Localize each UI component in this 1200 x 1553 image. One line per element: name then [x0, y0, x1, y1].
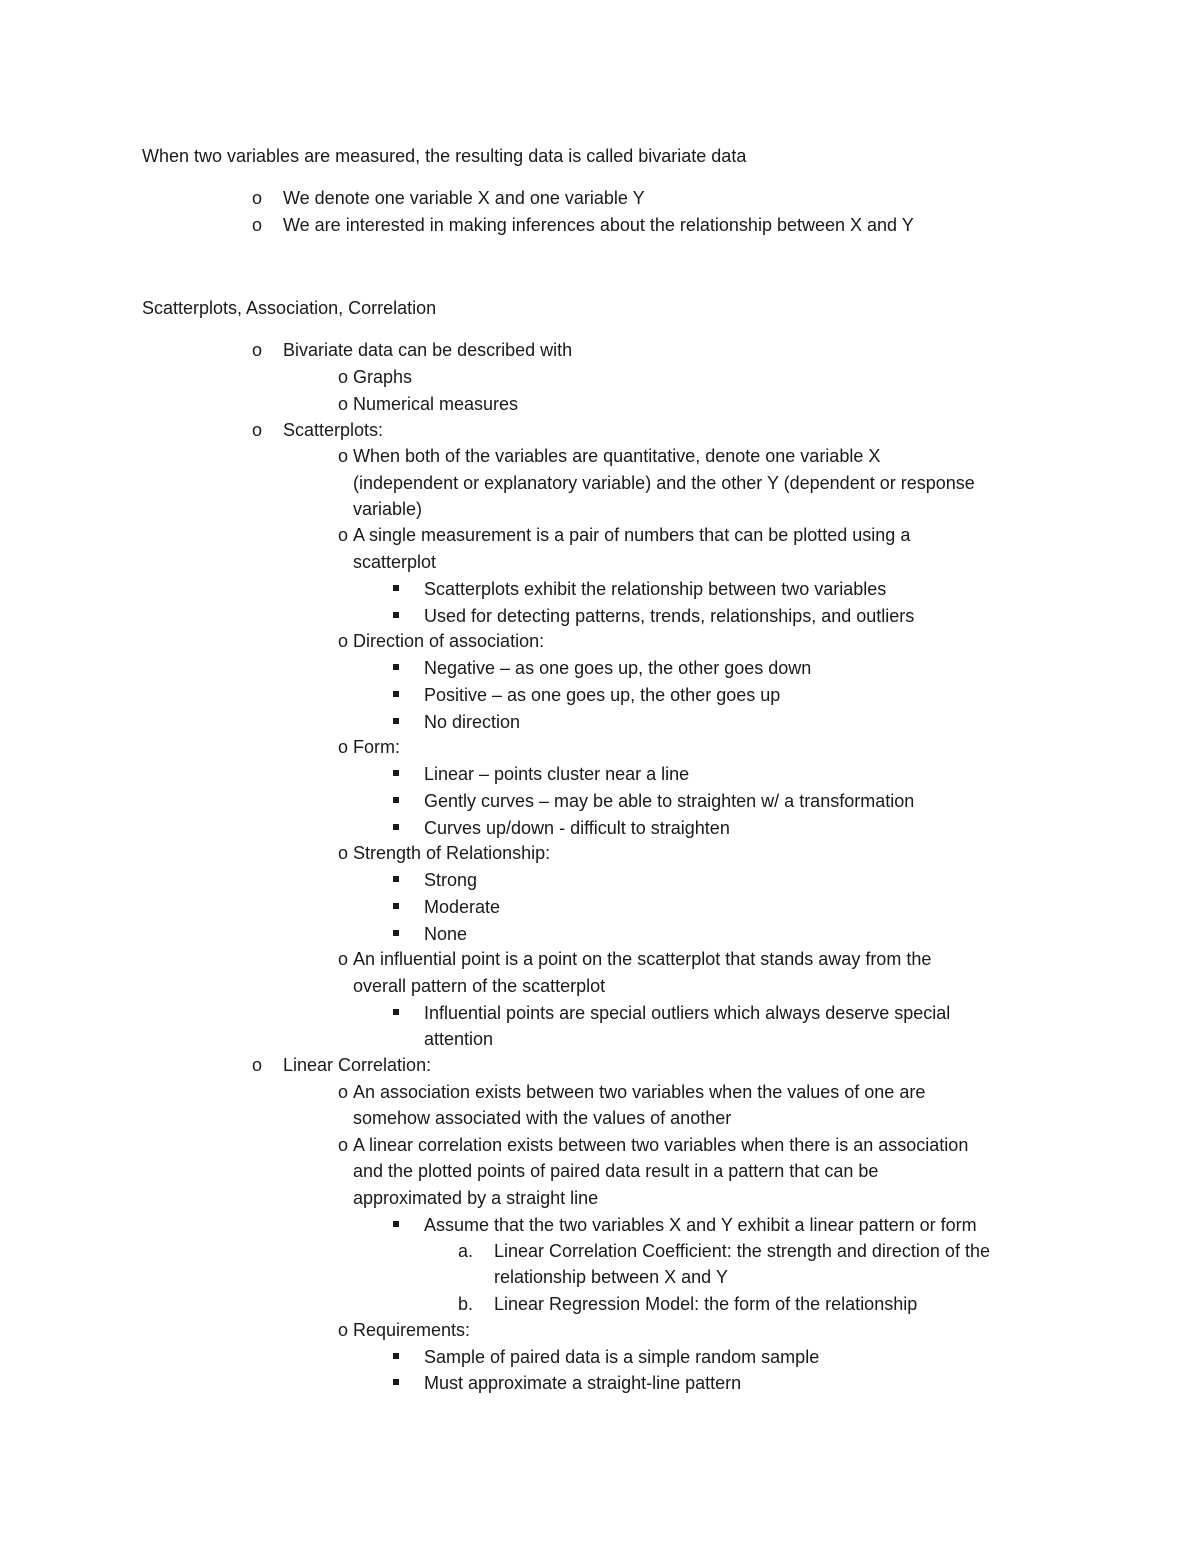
- assume-bullet: Assume that the two variables X and Y exhibit a linear pattern or form: [424, 1215, 977, 1235]
- circle-bullet-icon: o: [338, 843, 349, 863]
- requirements-bullet: Must approximate a straight-line pattern: [424, 1373, 742, 1393]
- section-heading: Scatterplots, Association, Correlation: [142, 298, 437, 318]
- circle-bullet-icon: o: [338, 1320, 349, 1340]
- influential-bullet-line: attention: [424, 1029, 494, 1049]
- circle-bullet-icon: o: [252, 420, 263, 440]
- square-bullet-icon: [393, 1353, 399, 1359]
- item-a-line: Linear Correlation Coefficient: the strength and direction of the: [494, 1241, 990, 1261]
- form-bullet: Curves up/down - difficult to straighten: [424, 818, 730, 838]
- list-letter-b: b.: [458, 1294, 474, 1314]
- strength-bullet: Strong: [424, 870, 478, 890]
- item-b-line: Linear Regression Model: the form of the relationship: [494, 1294, 918, 1314]
- circle-bullet-icon: o: [252, 188, 263, 208]
- square-bullet-icon: [393, 876, 399, 882]
- intro-item: We are interested in making inferences about the relationship between X and Y: [283, 215, 914, 235]
- requirements-label: Requirements:: [353, 1320, 471, 1340]
- both-quant-line: When both of the variables are quantitative, denote one variable X: [353, 446, 881, 466]
- square-bullet-icon: [393, 1221, 399, 1227]
- square-bullet-icon: [393, 930, 399, 936]
- circle-bullet-icon: o: [338, 367, 349, 387]
- square-bullet-icon: [393, 691, 399, 697]
- square-bullet-icon: [393, 770, 399, 776]
- square-bullet-icon: [393, 585, 399, 591]
- form-bullet: Linear – points cluster near a line: [424, 764, 690, 784]
- circle-bullet-icon: o: [338, 737, 349, 757]
- circle-bullet-icon: o: [252, 215, 263, 235]
- bivariate-sub-item: Graphs: [353, 367, 413, 387]
- square-bullet-icon: [393, 1379, 399, 1385]
- influential-line: overall pattern of the scatterplot: [353, 976, 606, 996]
- form-label: Form:: [353, 737, 400, 757]
- bivariate-label: Bivariate data can be described with: [283, 340, 573, 360]
- both-quant-line: variable): [353, 499, 423, 519]
- direction-label: Direction of association:: [353, 631, 545, 651]
- circle-bullet-icon: o: [338, 949, 349, 969]
- circle-bullet-icon: o: [338, 446, 349, 466]
- square-bullet-icon: [393, 1009, 399, 1015]
- intro-item: We denote one variable X and one variable Y: [283, 188, 645, 208]
- influential-bullet-line: Influential points are special outliers which always deserve special: [424, 1003, 951, 1023]
- both-quant-line: (independent or explanatory variable) and the other Y (dependent or response: [353, 473, 975, 493]
- bivariate-sub-item: Numerical measures: [353, 394, 519, 414]
- square-bullet-icon: [393, 718, 399, 724]
- square-bullet-icon: [393, 664, 399, 670]
- association-line: somehow associated with the values of another: [353, 1108, 732, 1128]
- direction-bullet: Negative – as one goes up, the other goes down: [424, 658, 812, 678]
- circle-bullet-icon: o: [338, 1135, 349, 1155]
- circle-bullet-icon: o: [338, 1082, 349, 1102]
- scatterplots-label: Scatterplots:: [283, 420, 384, 440]
- circle-bullet-icon: o: [252, 1055, 263, 1075]
- square-bullet-icon: [393, 797, 399, 803]
- form-bullet: Gently curves – may be able to straighten w/ a transformation: [424, 791, 915, 811]
- single-measurement-line: A single measurement is a pair of numbers that can be plotted using a: [353, 525, 911, 545]
- strength-bullet: None: [424, 924, 468, 944]
- circle-bullet-icon: o: [338, 631, 349, 651]
- scatter-bullet: Used for detecting patterns, trends, relationships, and outliers: [424, 606, 915, 626]
- linear-exists-line: approximated by a straight line: [353, 1188, 599, 1208]
- circle-bullet-icon: o: [338, 525, 349, 545]
- square-bullet-icon: [393, 824, 399, 830]
- strength-label: Strength of Relationship:: [353, 843, 551, 863]
- linear-correlation-label: Linear Correlation:: [283, 1055, 432, 1075]
- association-line: An association exists between two variables when the values of one are: [353, 1082, 926, 1102]
- item-a-line: relationship between X and Y: [494, 1267, 728, 1287]
- scatter-bullet: Scatterplots exhibit the relationship between two variables: [424, 579, 887, 599]
- requirements-bullet: Sample of paired data is a simple random sample: [424, 1347, 820, 1367]
- linear-exists-line: and the plotted points of paired data result in a pattern that can be: [353, 1161, 879, 1181]
- direction-bullet: Positive – as one goes up, the other goes up: [424, 685, 781, 705]
- single-measurement-line: scatterplot: [353, 552, 437, 572]
- square-bullet-icon: [393, 903, 399, 909]
- influential-line: An influential point is a point on the scatterplot that stands away from the: [353, 949, 932, 969]
- linear-exists-line: A linear correlation exists between two variables when there is an association: [353, 1135, 969, 1155]
- direction-bullet: No direction: [424, 712, 521, 732]
- circle-bullet-icon: o: [338, 394, 349, 414]
- circle-bullet-icon: o: [252, 340, 263, 360]
- intro-heading: When two variables are measured, the resulting data is called bivariate data: [142, 146, 747, 166]
- strength-bullet: Moderate: [424, 897, 501, 917]
- list-letter-a: a.: [458, 1241, 474, 1261]
- square-bullet-icon: [393, 612, 399, 618]
